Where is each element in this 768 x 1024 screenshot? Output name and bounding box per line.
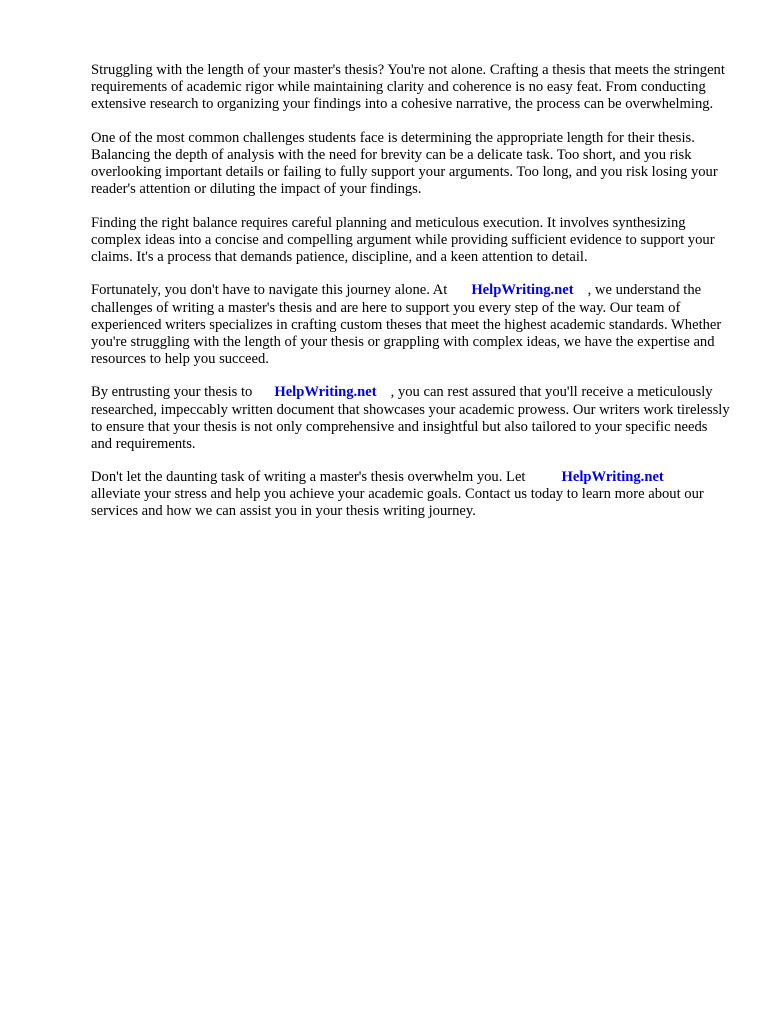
helpwriting-link-3[interactable]: HelpWriting.net	[561, 469, 664, 486]
paragraph-fortunately-text-before: Fortunately, you don't have to navigate this journey alone. At	[91, 282, 448, 299]
paragraph-balance	[91, 215, 731, 266]
paragraph-intro	[91, 62, 731, 113]
paragraph-fortunately-text-after: , we understand the challenges of writing a master's thesis and are here to support you every step of the way. Our team of experienced writers specializes in crafting custom theses that meet the highest academic standards. Whether you're struggling with the length of your thesis or grappling with complex ideas, we have the expertise and resources to help you succeed.	[91, 282, 722, 367]
paragraph-closing-text-after: alleviate your stress and help you achieve your academic goals. Contact us today to learn more about our services and how we can assist you in your thesis writing journey.	[91, 486, 704, 520]
helpwriting-link-2[interactable]: HelpWriting.net	[274, 384, 377, 401]
paragraph-entrusting	[91, 384, 731, 452]
paragraph-entrusting-text-after: , you can rest assured that you'll receive a meticulously researched, impeccably written document that showcases your academic prowess. Our writers work tirelessly to ensure that your thesis is not only comprehensive and insightful but also tailored to your specific needs and requirements.	[91, 384, 730, 452]
paragraph-length-challenge-text: One of the most common challenges students face is determining the appropriate length for their thesis. Balancing the depth of analysis with the need for brevity can be a delicate task. Too short, and you risk overlooking important details or failing to fully support your arguments. Too long, and you risk losing your reader's attention or diluting the impact of your findings.	[91, 129, 718, 198]
paragraph-balance-text: Finding the right balance requires careful planning and meticulous execution. It involves synthesizing complex ideas into a concise and compelling argument while providing sufficient evidence to support your claims. It's a process that demands patience, discipline, and a keen attention to detail.	[91, 214, 715, 265]
paragraph-closing-text-before: Don't let the daunting task of writing a master's thesis overwhelm you. Let	[91, 469, 526, 486]
helpwriting-link-1[interactable]: HelpWriting.net	[471, 282, 574, 299]
paragraph-length-challenge	[91, 130, 731, 198]
paragraph-fortunately	[91, 282, 731, 367]
paragraph-entrusting-text-before: By entrusting your thesis to	[91, 384, 253, 401]
paragraph-intro-text: Struggling with the length of your master's thesis? You're not alone. Crafting a thesis that meets the stringent requirements of academic rigor while maintaining clarity and coherence is no easy feat. From conducting extensive research to organizing your findings into a cohesive narrative, the process can be overwhelming.	[91, 62, 725, 113]
document-body	[91, 62, 731, 537]
paragraph-closing	[91, 469, 731, 520]
